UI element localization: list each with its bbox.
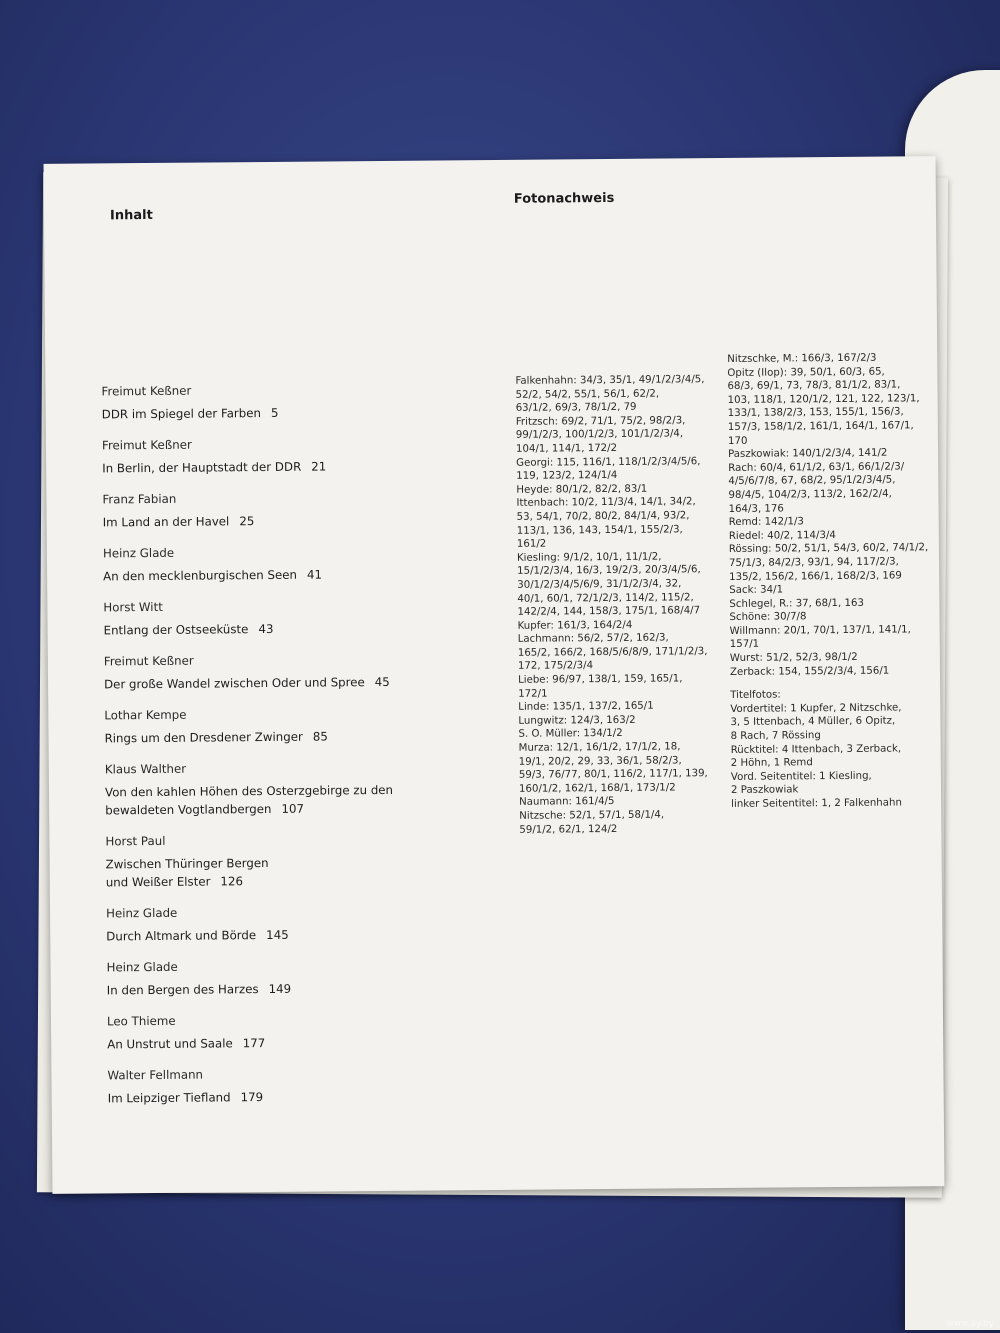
credit-line: Liebe: 96/97, 138/1, 159, 165/1, bbox=[517, 673, 683, 686]
toc-title-text-line2: bewaldeten Vogtlandbergen bbox=[105, 801, 272, 818]
photo-credits-column-1 bbox=[515, 373, 724, 837]
toc-author: Freimut Keßner bbox=[103, 653, 194, 669]
toc-page-number: 85 bbox=[312, 729, 328, 744]
toc-title bbox=[106, 924, 446, 945]
toc-title-text: Von den kahlen Höhen des Osterzgebirge zu den bbox=[104, 782, 394, 800]
credit-line: 172, 175/2/3/4 bbox=[517, 660, 594, 673]
toc-title bbox=[105, 780, 445, 819]
credit-line: 63/1/2, 69/3, 78/1/2, 79 bbox=[515, 401, 637, 414]
credit-line: 2 Höhn, 1 Remd bbox=[730, 757, 813, 770]
credit-line: 119, 123/2, 124/1/4 bbox=[516, 470, 618, 482]
toc-title bbox=[104, 618, 444, 639]
credit-line: 75/1/3, 84/2/3, 93/1, 94, 117/2/3, bbox=[728, 556, 899, 569]
toc-heading: Inhalt bbox=[109, 207, 153, 224]
photo-credits-heading: Fotonachweis bbox=[513, 190, 615, 207]
toc-title-text-line2: und Weißer Elster bbox=[105, 874, 211, 890]
toc-page-number: 43 bbox=[258, 621, 274, 637]
toc-author: Heinz Glade bbox=[102, 545, 175, 561]
toc-author: Walter Fellmann bbox=[107, 1067, 204, 1083]
credit-line: Georgi: 115, 116/1, 118/1/2/3/4/5/6, bbox=[516, 455, 701, 469]
credit-line: 157/3, 158/1/2, 161/1, 164/1, 167/1, bbox=[727, 420, 914, 433]
toc-author: Heinz Glade bbox=[106, 959, 178, 975]
toc-title bbox=[107, 1032, 447, 1053]
credit-line: Linde: 135/1, 137/2, 165/1 bbox=[518, 700, 654, 714]
credit-line: 135/2, 156/2, 166/1, 168/2/3, 169 bbox=[729, 569, 902, 583]
credit-line: 40/1, 60/1, 72/1/2/3, 114/2, 115/2, bbox=[517, 591, 694, 605]
credit-line: 170 bbox=[727, 435, 748, 447]
credit-line: 172/1 bbox=[518, 688, 548, 700]
toc-author: Heinz Glade bbox=[106, 905, 178, 921]
credit-line: 104/1, 114/1, 172/2 bbox=[515, 442, 618, 455]
toc-page-number: 107 bbox=[281, 801, 305, 816]
credit-line: 52/2, 54/2, 55/1, 56/1, 62/2, bbox=[515, 388, 660, 401]
credit-line: 68/3, 69/1, 73, 78/3, 81/1/2, 83/1, bbox=[727, 379, 901, 393]
credit-line: Kupfer: 161/3, 164/2/4 bbox=[517, 619, 633, 632]
toc-author: Freimut Keßner bbox=[101, 437, 192, 453]
credit-line: 161/2 bbox=[516, 538, 547, 550]
credit-line: Kiesling: 9/1/2, 10/1, 11/1/2, bbox=[516, 551, 662, 564]
toc-page-number: 145 bbox=[266, 927, 289, 942]
credit-line: Schöne: 30/7/8 bbox=[729, 611, 807, 624]
toc-page-number: 41 bbox=[306, 567, 322, 582]
toc-title bbox=[102, 402, 442, 423]
credit-line: Zerback: 154, 155/2/3/4, 156/1 bbox=[729, 665, 890, 678]
toc-page-number: 5 bbox=[270, 405, 279, 420]
toc-author: Franz Fabian bbox=[102, 491, 177, 507]
credit-line: Remd: 142/1/3 bbox=[728, 516, 804, 529]
credit-line: Nitzsche: 52/1, 57/1, 58/1/4, bbox=[519, 809, 665, 822]
toc-title-text: Rings um den Dresdener Zwinger bbox=[104, 729, 303, 746]
credit-line: Riedel: 40/2, 114/3/4 bbox=[728, 529, 836, 542]
toc-entry bbox=[107, 1010, 447, 1053]
toc-entry bbox=[102, 488, 442, 531]
credit-line: Vordertitel: 1 Kupfer, 2 Nitzschke, bbox=[730, 702, 902, 715]
toc-entry bbox=[106, 902, 446, 945]
credit-line: Willmann: 20/1, 70/1, 137/1, 141/1, bbox=[729, 624, 911, 637]
credit-line: 30/1/2/3/4/5/6/9, 31/1/2/3/4, 32, bbox=[517, 578, 682, 591]
credit-line: Heyde: 80/1/2, 82/2, 83/1 bbox=[516, 483, 648, 496]
toc-entry bbox=[105, 758, 445, 819]
credit-line: Sack: 34/1 bbox=[729, 584, 784, 597]
credit-line: 53, 54/1, 70/2, 80/2, 84/1/4, 93/2, bbox=[516, 510, 690, 523]
credit-line: 133/1, 138/2/3, 153, 155/1, 156/3, bbox=[727, 406, 904, 420]
credit-line: 99/1/2/3, 100/1/2/3, 101/1/2/3/4, bbox=[515, 428, 684, 442]
toc-page-number: 25 bbox=[239, 514, 255, 529]
credit-line: Lungwitz: 124/3, 163/2 bbox=[518, 714, 636, 727]
toc-page-number: 21 bbox=[311, 459, 327, 474]
credit-line: 142/2/4, 144, 158/3, 175/1, 168/4/7 bbox=[517, 605, 701, 618]
toc-title-text: In Berlin, der Hauptstadt der DDR bbox=[102, 459, 302, 476]
title-photos-list bbox=[730, 701, 926, 811]
toc-page-number: 45 bbox=[374, 674, 390, 690]
toc-title-text: DDR im Spiegel der Farben bbox=[101, 406, 262, 422]
credit-line: 160/1/2, 162/1, 168/1, 173/1/2 bbox=[518, 782, 676, 795]
toc-title-text: Zwischen Thüringer Bergen bbox=[105, 855, 269, 872]
credit-line: S. O. Müller: 134/1/2 bbox=[518, 728, 623, 741]
credit-line: 157/1 bbox=[729, 639, 760, 651]
toc-entry bbox=[106, 956, 446, 999]
toc-title bbox=[104, 726, 444, 747]
toc-title bbox=[102, 456, 442, 477]
toc-title bbox=[106, 852, 446, 891]
toc-title-text: An den mecklenburgischen Seen bbox=[103, 567, 297, 584]
toc-page-number: 177 bbox=[242, 1036, 266, 1051]
credit-line: Opitz (Ilop): 39, 50/1, 60/3, 65, bbox=[727, 366, 885, 379]
toc-author: Lothar Kempe bbox=[104, 707, 187, 723]
toc-title-text: Im Land an der Havel bbox=[102, 514, 230, 530]
toc-entry bbox=[101, 380, 441, 423]
toc-title bbox=[104, 672, 444, 693]
credit-line: Naumann: 161/4/5 bbox=[519, 796, 615, 809]
credit-line: 15/1/2/3/4, 16/3, 19/2/3, 20/3/4/5/6, bbox=[517, 564, 701, 578]
toc-title-text: Im Leipziger Tiefland bbox=[107, 1090, 231, 1106]
toc-author: Leo Thieme bbox=[106, 1013, 176, 1029]
credit-line: 59/3, 76/77, 80/1, 116/2, 117/1, 139, bbox=[518, 768, 708, 782]
credit-line: Fritzsch: 69/2, 71/1, 75/2, 98/2/3, bbox=[515, 415, 686, 428]
credit-line: Lachmann: 56/2, 57/2, 162/3, bbox=[517, 632, 669, 646]
credit-line: 19/1, 20/2, 29, 33, 36/1, 58/2/3, bbox=[518, 754, 682, 768]
watermark: www.ay.by bbox=[946, 1319, 994, 1329]
toc-author: Horst Paul bbox=[105, 833, 166, 849]
credit-line: Schlegel, R.: 37, 68/1, 163 bbox=[729, 597, 864, 610]
toc-page-number: 149 bbox=[268, 981, 292, 996]
credit-line: Vord. Seitentitel: 1 Kiesling, bbox=[730, 770, 872, 783]
toc-entry bbox=[104, 650, 444, 693]
toc-title bbox=[108, 1086, 448, 1107]
toc-entry bbox=[107, 1064, 447, 1107]
photo-credits-list bbox=[727, 351, 929, 679]
credit-line: Rücktitel: 4 Ittenbach, 3 Zerback, bbox=[730, 743, 902, 756]
title-photos-heading: Titelfotos: bbox=[730, 689, 781, 702]
credit-line: Ittenbach: 10/2, 11/3/4, 14/1, 34/2, bbox=[516, 496, 696, 510]
toc-title-text: In den Bergen des Harzes bbox=[106, 982, 259, 998]
credit-line: 59/1/2, 62/1, 124/2 bbox=[519, 823, 618, 836]
toc-entry bbox=[104, 704, 444, 747]
credit-line: 165/2, 166/2, 168/5/6/8/9, 171/1/2/3, bbox=[517, 646, 708, 659]
toc-title-text: Entlang der Ostseeküste bbox=[103, 622, 249, 638]
toc-title bbox=[107, 978, 447, 999]
photo-credits-column-2 bbox=[727, 351, 929, 811]
toc-author: Klaus Walther bbox=[104, 761, 187, 777]
toc-author: Horst Witt bbox=[103, 599, 163, 615]
credit-line: 4/5/6/7/8, 67, 68/2, 95/1/2/3/4/5, bbox=[728, 474, 896, 488]
toc-title-text: Der große Wandel zwischen Oder und Spree bbox=[104, 675, 365, 692]
table-of-contents bbox=[101, 380, 447, 1121]
toc-entry bbox=[105, 830, 445, 891]
toc-title-text: An Unstrut und Saale bbox=[107, 1036, 233, 1052]
credit-line: 113/1, 136, 143, 154/1, 155/2/3, bbox=[516, 523, 683, 537]
toc-title bbox=[103, 510, 443, 531]
toc-entry bbox=[103, 542, 443, 585]
credit-line: Wurst: 51/2, 52/3, 98/1/2 bbox=[729, 651, 858, 665]
toc-entry bbox=[103, 596, 443, 639]
credit-line: 103, 118/1, 120/1/2, 121, 122, 123/1, bbox=[727, 393, 920, 406]
toc-title bbox=[103, 564, 443, 585]
credit-line: Rössing: 50/2, 51/1, 54/3, 60/2, 74/1/2, bbox=[728, 542, 929, 556]
credit-line: 98/4/5, 104/2/3, 113/2, 162/2/4, bbox=[728, 488, 892, 501]
credit-line: Rach: 60/4, 61/1/2, 63/1, 66/1/2/3/ bbox=[728, 461, 905, 474]
toc-entry bbox=[102, 434, 442, 477]
credit-line: 8 Rach, 7 Rössing bbox=[730, 730, 821, 742]
toc-page-number: 126 bbox=[220, 874, 243, 889]
credit-line: 2 Paszkowiak bbox=[730, 784, 799, 797]
toc-page-number: 179 bbox=[240, 1090, 264, 1105]
credit-line: 3, 5 Ittenbach, 4 Müller, 6 Opitz, bbox=[730, 715, 896, 729]
credit-line: Paszkowiak: 140/1/2/3/4, 141/2 bbox=[728, 447, 888, 461]
credit-line: Nitzschke, M.: 166/3, 167/2/3 bbox=[727, 352, 877, 365]
toc-title-text: Durch Altmark und Börde bbox=[106, 928, 257, 944]
document-page bbox=[44, 156, 945, 1194]
credit-line: Falkenhahn: 34/3, 35/1, 49/1/2/3/4/5, bbox=[515, 374, 705, 387]
credit-line: linker Seitentitel: 1, 2 Falkenhahn bbox=[731, 797, 902, 810]
toc-author: Freimut Keßner bbox=[101, 383, 192, 399]
credit-line: Murza: 12/1, 16/1/2, 17/1/2, 18, bbox=[518, 741, 681, 754]
credit-line: 164/3, 176 bbox=[728, 502, 784, 515]
